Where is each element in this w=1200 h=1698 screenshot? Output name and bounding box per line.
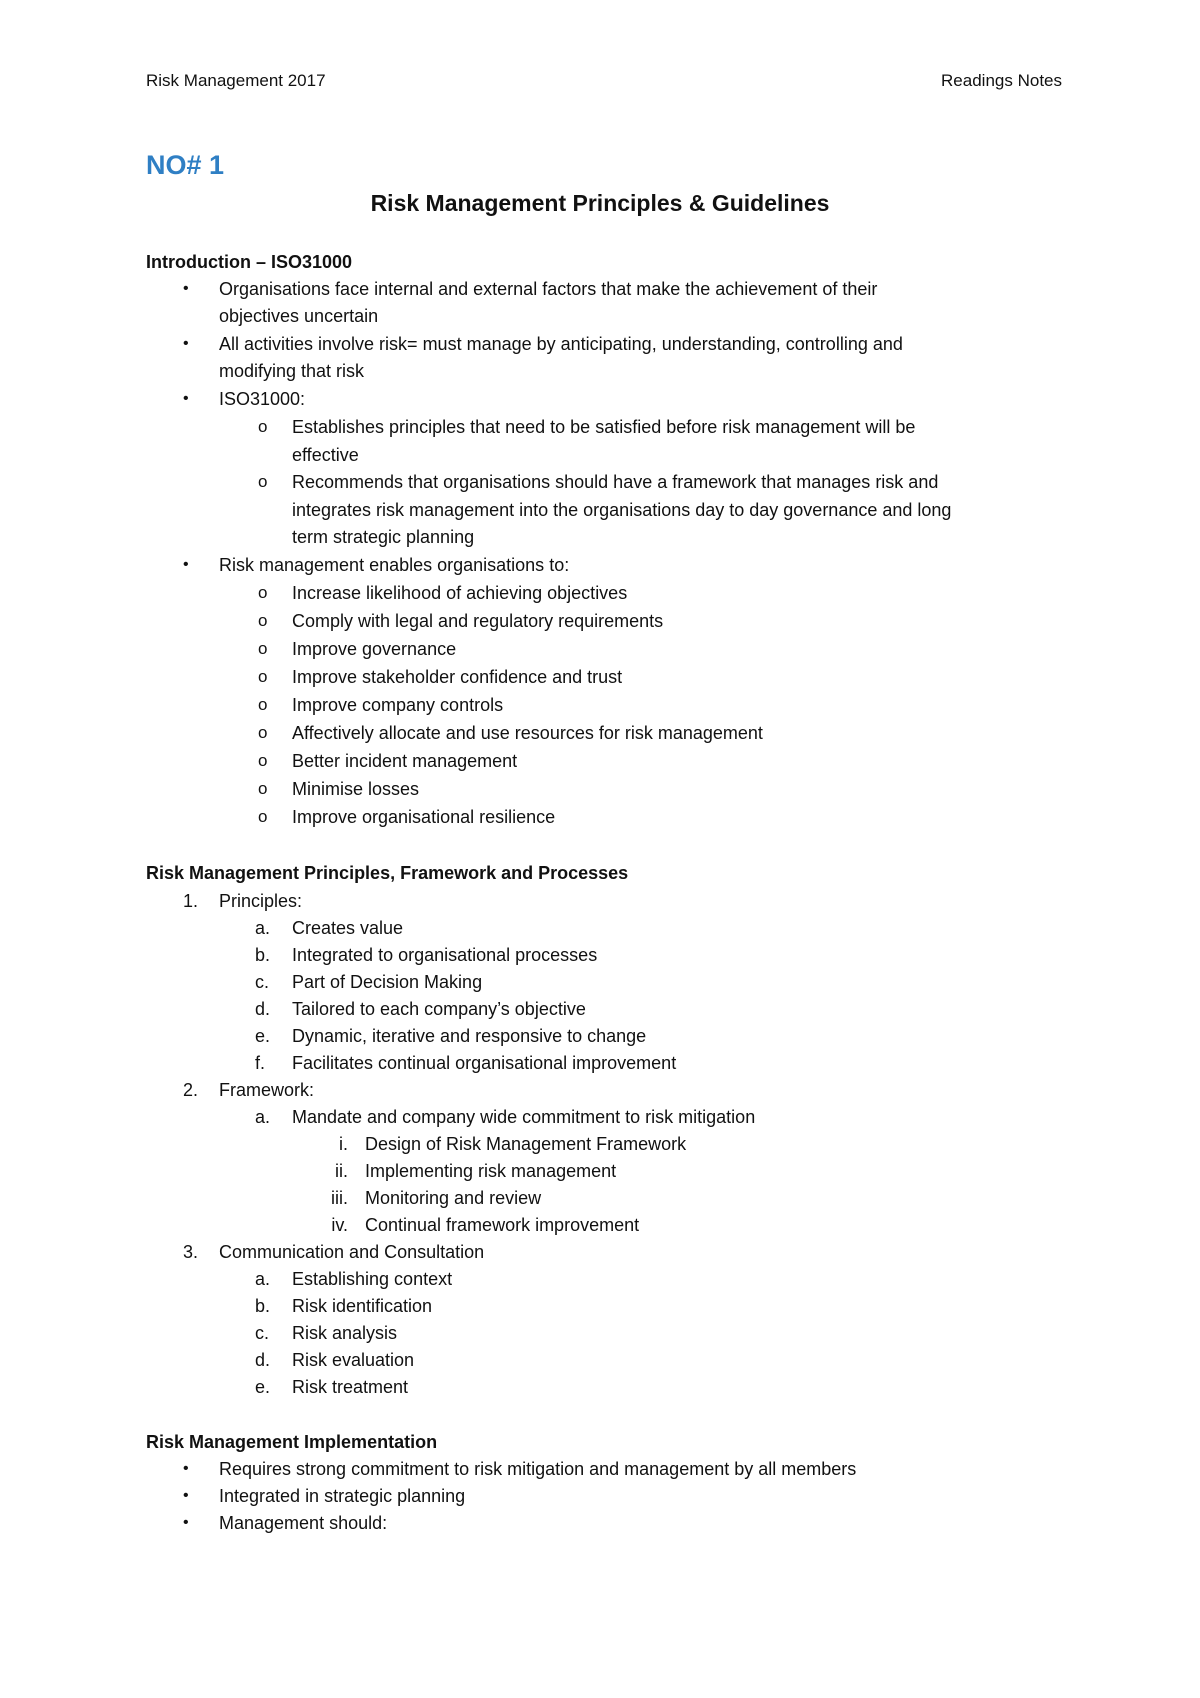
framework-sub-item: Continual framework improvement: [365, 1215, 640, 1235]
communication-item: Risk evaluation: [292, 1350, 415, 1370]
benefit-item: Increase likelihood of achieving objectives: [292, 583, 628, 603]
circle-bullet-icon: o: [258, 695, 268, 714]
impl-item: Requires strong commitment to risk mitigation and management by all members: [219, 1459, 857, 1479]
principle-item: Integrated to organisational processes: [292, 945, 598, 965]
bullet-icon: •: [183, 556, 189, 573]
list-roman: iv.: [331, 1215, 348, 1235]
communication-label: Communication and Consultation: [219, 1242, 485, 1262]
iso-sub-2-line-3: term strategic planning: [292, 527, 475, 547]
circle-bullet-icon: o: [258, 807, 268, 826]
intro-bullet-1-line-2: objectives uncertain: [219, 306, 379, 326]
list-letter: a.: [255, 918, 271, 938]
framework-sub-item: Implementing risk management: [365, 1161, 617, 1181]
benefit-item: Improve company controls: [292, 695, 504, 715]
circle-bullet-icon: o: [258, 417, 268, 436]
list-letter: b.: [255, 945, 271, 965]
list-letter: e.: [255, 1377, 271, 1397]
list-letter: d.: [255, 1350, 271, 1370]
framework-sub-item: Design of Risk Management Framework: [365, 1134, 687, 1154]
list-letter: f.: [255, 1053, 266, 1073]
framework-label: Framework:: [219, 1080, 315, 1100]
benefit-item: Comply with legal and regulatory requirements: [292, 611, 664, 631]
bullet-icon: •: [183, 390, 189, 407]
benefit-item: Better incident management: [292, 751, 518, 771]
list-letter: a.: [255, 1107, 271, 1127]
list-roman: i.: [339, 1134, 348, 1154]
iso-sub-2-line-2: integrates risk management into the organisations day to day governance and long: [292, 500, 952, 520]
list-letter: a.: [255, 1269, 271, 1289]
circle-bullet-icon: o: [258, 611, 268, 630]
list-number: 2.: [183, 1080, 199, 1100]
principles-label: Principles:: [219, 891, 303, 911]
principle-item: Part of Decision Making: [292, 972, 483, 992]
communication-item: Risk identification: [292, 1296, 433, 1316]
list-roman: ii.: [335, 1161, 348, 1181]
document-title: Risk Management Principles & Guidelines: [370, 190, 830, 216]
intro-bullet-3: ISO31000:: [219, 389, 306, 409]
benefit-item: Improve governance: [292, 639, 457, 659]
impl-heading: Risk Management Implementation: [146, 1432, 438, 1452]
intro-bullet-2-line-2: modifying that risk: [219, 361, 365, 381]
bullet-icon: •: [183, 1487, 189, 1504]
header-right: Readings Notes: [941, 71, 1062, 90]
communication-item: Risk treatment: [292, 1377, 409, 1397]
header-left: Risk Management 2017: [146, 71, 326, 90]
communication-item: Establishing context: [292, 1269, 453, 1289]
bullet-icon: •: [183, 1460, 189, 1477]
list-letter: d.: [255, 999, 271, 1019]
list-letter: c.: [255, 1323, 270, 1343]
principle-item: Tailored to each company’s objective: [292, 999, 586, 1019]
intro-bullet-4: Risk management enables organisations to:: [219, 555, 570, 575]
benefit-item: Improve stakeholder confidence and trust: [292, 667, 623, 687]
list-letter: b.: [255, 1296, 271, 1316]
iso-sub-1-line-1: Establishes principles that need to be satisfied before risk management will be: [292, 417, 916, 437]
communication-item: Risk analysis: [292, 1323, 398, 1343]
list-number: 3.: [183, 1242, 199, 1262]
document-number: NO# 1: [146, 150, 225, 180]
impl-item: Management should:: [219, 1513, 388, 1533]
list-roman: iii.: [331, 1188, 348, 1208]
pfp-heading: Risk Management Principles, Framework and Processes: [146, 863, 629, 883]
iso-sub-1-line-2: effective: [292, 445, 359, 465]
framework-item: Mandate and company wide commitment to risk mitigation: [292, 1107, 756, 1127]
framework-sub-item: Monitoring and review: [365, 1188, 542, 1208]
intro-heading: Introduction – ISO31000: [146, 252, 353, 272]
bullet-icon: •: [183, 1514, 189, 1531]
circle-bullet-icon: o: [258, 639, 268, 658]
benefit-item: Minimise losses: [292, 779, 420, 799]
principle-item: Creates value: [292, 918, 404, 938]
list-letter: e.: [255, 1026, 271, 1046]
intro-bullet-2-line-1: All activities involve risk= must manage by anticipating, understanding, controlling and: [219, 334, 903, 354]
circle-bullet-icon: o: [258, 779, 268, 798]
circle-bullet-icon: o: [258, 723, 268, 742]
circle-bullet-icon: o: [258, 751, 268, 770]
circle-bullet-icon: o: [258, 667, 268, 686]
list-number: 1.: [183, 891, 199, 911]
list-letter: c.: [255, 972, 270, 992]
principle-item: Facilitates continual organisational improvement: [292, 1053, 677, 1073]
iso-sub-2-line-1: Recommends that organisations should have a framework that manages risk and: [292, 472, 939, 492]
circle-bullet-icon: o: [258, 583, 268, 602]
impl-item: Integrated in strategic planning: [219, 1486, 466, 1506]
intro-bullet-1-line-1: Organisations face internal and external factors that make the achievement of their: [219, 279, 878, 299]
bullet-icon: •: [183, 280, 189, 297]
bullet-icon: •: [183, 335, 189, 352]
circle-bullet-icon: o: [258, 472, 268, 491]
principle-item: Dynamic, iterative and responsive to change: [292, 1026, 647, 1046]
benefit-item: Affectively allocate and use resources for risk management: [292, 723, 763, 743]
benefit-item: Improve organisational resilience: [292, 807, 556, 827]
